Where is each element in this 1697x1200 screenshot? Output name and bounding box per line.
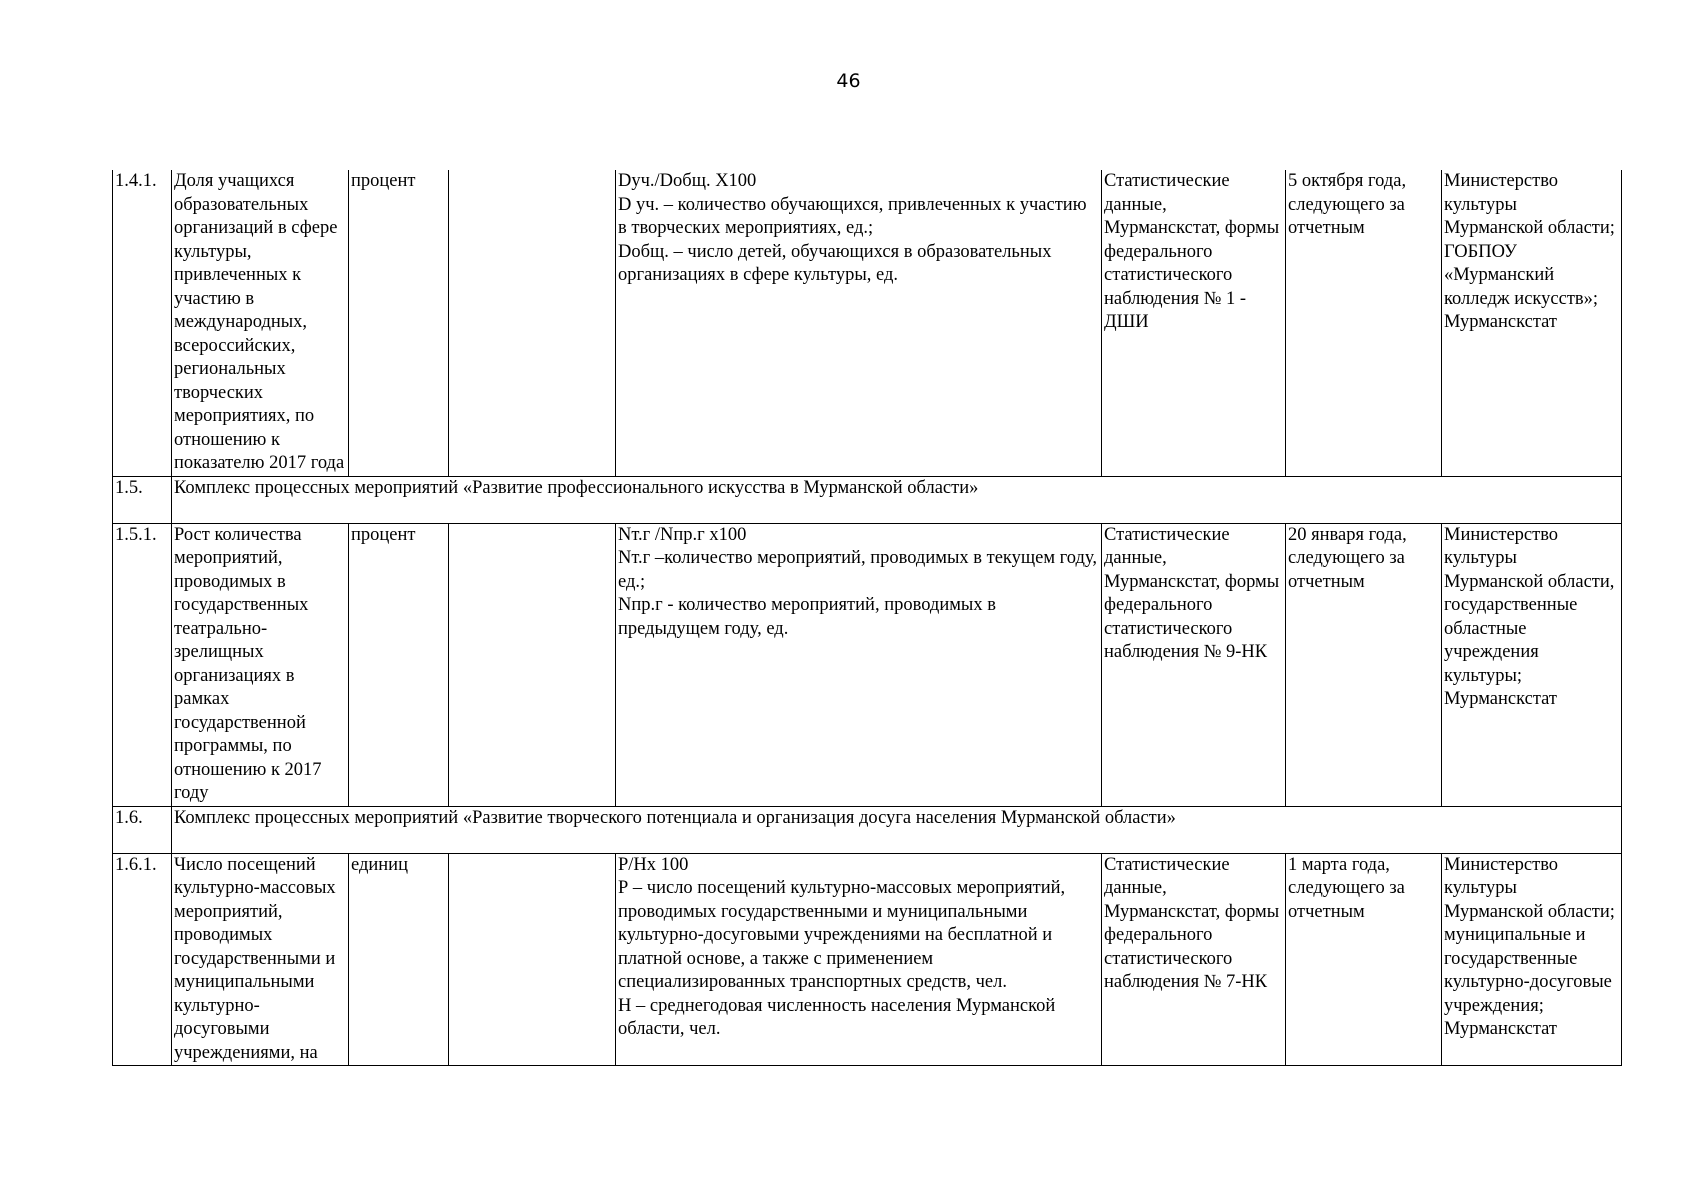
responsible-cell: Министерство культуры Мурманской области; ГОБПОУ «Мурманский колледж искусств»; Мурманскстат	[1442, 170, 1622, 476]
empty-cell	[449, 170, 616, 476]
table-row	[113, 523, 1622, 806]
responsible-cell: Министерство культуры Мурманской области, государственные областные учреждения культуры; Мурманскстат	[1442, 523, 1622, 806]
deadline-cell: 1 марта года, следующего за отчетным	[1286, 853, 1442, 1066]
indicator-name: Доля учащихся образовательных организаций в сфере культуры, привлеченных к участию в международных, всероссийских, региональных творческих мероприятиях, по отношению к показателю 2017 года	[172, 170, 349, 476]
section-title: Комплекс процессных мероприятий «Развитие профессионального искусства в Мурманской области»	[172, 476, 1622, 523]
formula-cell: Dуч./Dобщ. Х100 D уч. – количество обучающихся, привлеченных к участию в творческих мероприятиях, ед.; Dобщ. – число детей, обучающихся в образовательных организациях в сфере культуры, ед.	[616, 170, 1102, 476]
indicators-table	[112, 170, 1622, 1066]
source-cell: Статистические данные, Мурманскстат, формы федерального статистического наблюдения № 9-НК	[1102, 523, 1286, 806]
responsible-cell: Министерство культуры Мурманской области; муниципальные и государственные культурно-досуговые учреждения; Мурманскстат	[1442, 853, 1622, 1066]
indicator-name: Рост количества мероприятий, проводимых в государственных театрально-зрелищных организациях в рамках государственной программы, по отношению к 2017 году	[172, 523, 349, 806]
section-row	[113, 806, 1622, 853]
row-number: 1.6.	[113, 806, 172, 853]
table-row	[113, 170, 1622, 476]
deadline-cell: 20 января года, следующего за отчетным	[1286, 523, 1442, 806]
empty-cell	[449, 523, 616, 806]
formula-cell: Р/Нх 100 Р – число посещений культурно-массовых мероприятий, проводимых государственными и муниципальными культурно-досуговыми учреждениями на бесплатной и платной основе, а также с применением специализированных транспортных средств, чел. Н – среднегодовая численность населения Мурманской области, чел.	[616, 853, 1102, 1066]
section-row	[113, 476, 1622, 523]
unit-cell: единиц	[349, 853, 449, 1066]
empty-cell	[449, 853, 616, 1066]
source-cell: Статистические данные, Мурманскстат, формы федерального статистического наблюдения № 1 - ДШИ	[1102, 170, 1286, 476]
unit-cell: процент	[349, 170, 449, 476]
table-row	[113, 853, 1622, 1066]
row-number: 1.4.1.	[113, 170, 172, 476]
unit-cell: процент	[349, 523, 449, 806]
page-number: 46	[836, 70, 861, 92]
row-number: 1.6.1.	[113, 853, 172, 1066]
row-number: 1.5.	[113, 476, 172, 523]
row-number: 1.5.1.	[113, 523, 172, 806]
formula-cell: Nт.г /Nпр.г х100 Nт.г –количество мероприятий, проводимых в текущем году, ед.; Nпр.г - количество мероприятий, проводимых в предыдущем году, ед.	[616, 523, 1102, 806]
section-title: Комплекс процессных мероприятий «Развитие творческого потенциала и организация досуга населения Мурманской области»	[172, 806, 1622, 853]
deadline-cell: 5 октября года, следующего за отчетным	[1286, 170, 1442, 476]
source-cell: Статистические данные, Мурманскстат, формы федерального статистического наблюдения № 7-НК	[1102, 853, 1286, 1066]
indicator-name: Число посещений культурно-массовых мероприятий, проводимых государственными и муниципальными культурно-досуговыми учреждениями, на	[172, 853, 349, 1066]
